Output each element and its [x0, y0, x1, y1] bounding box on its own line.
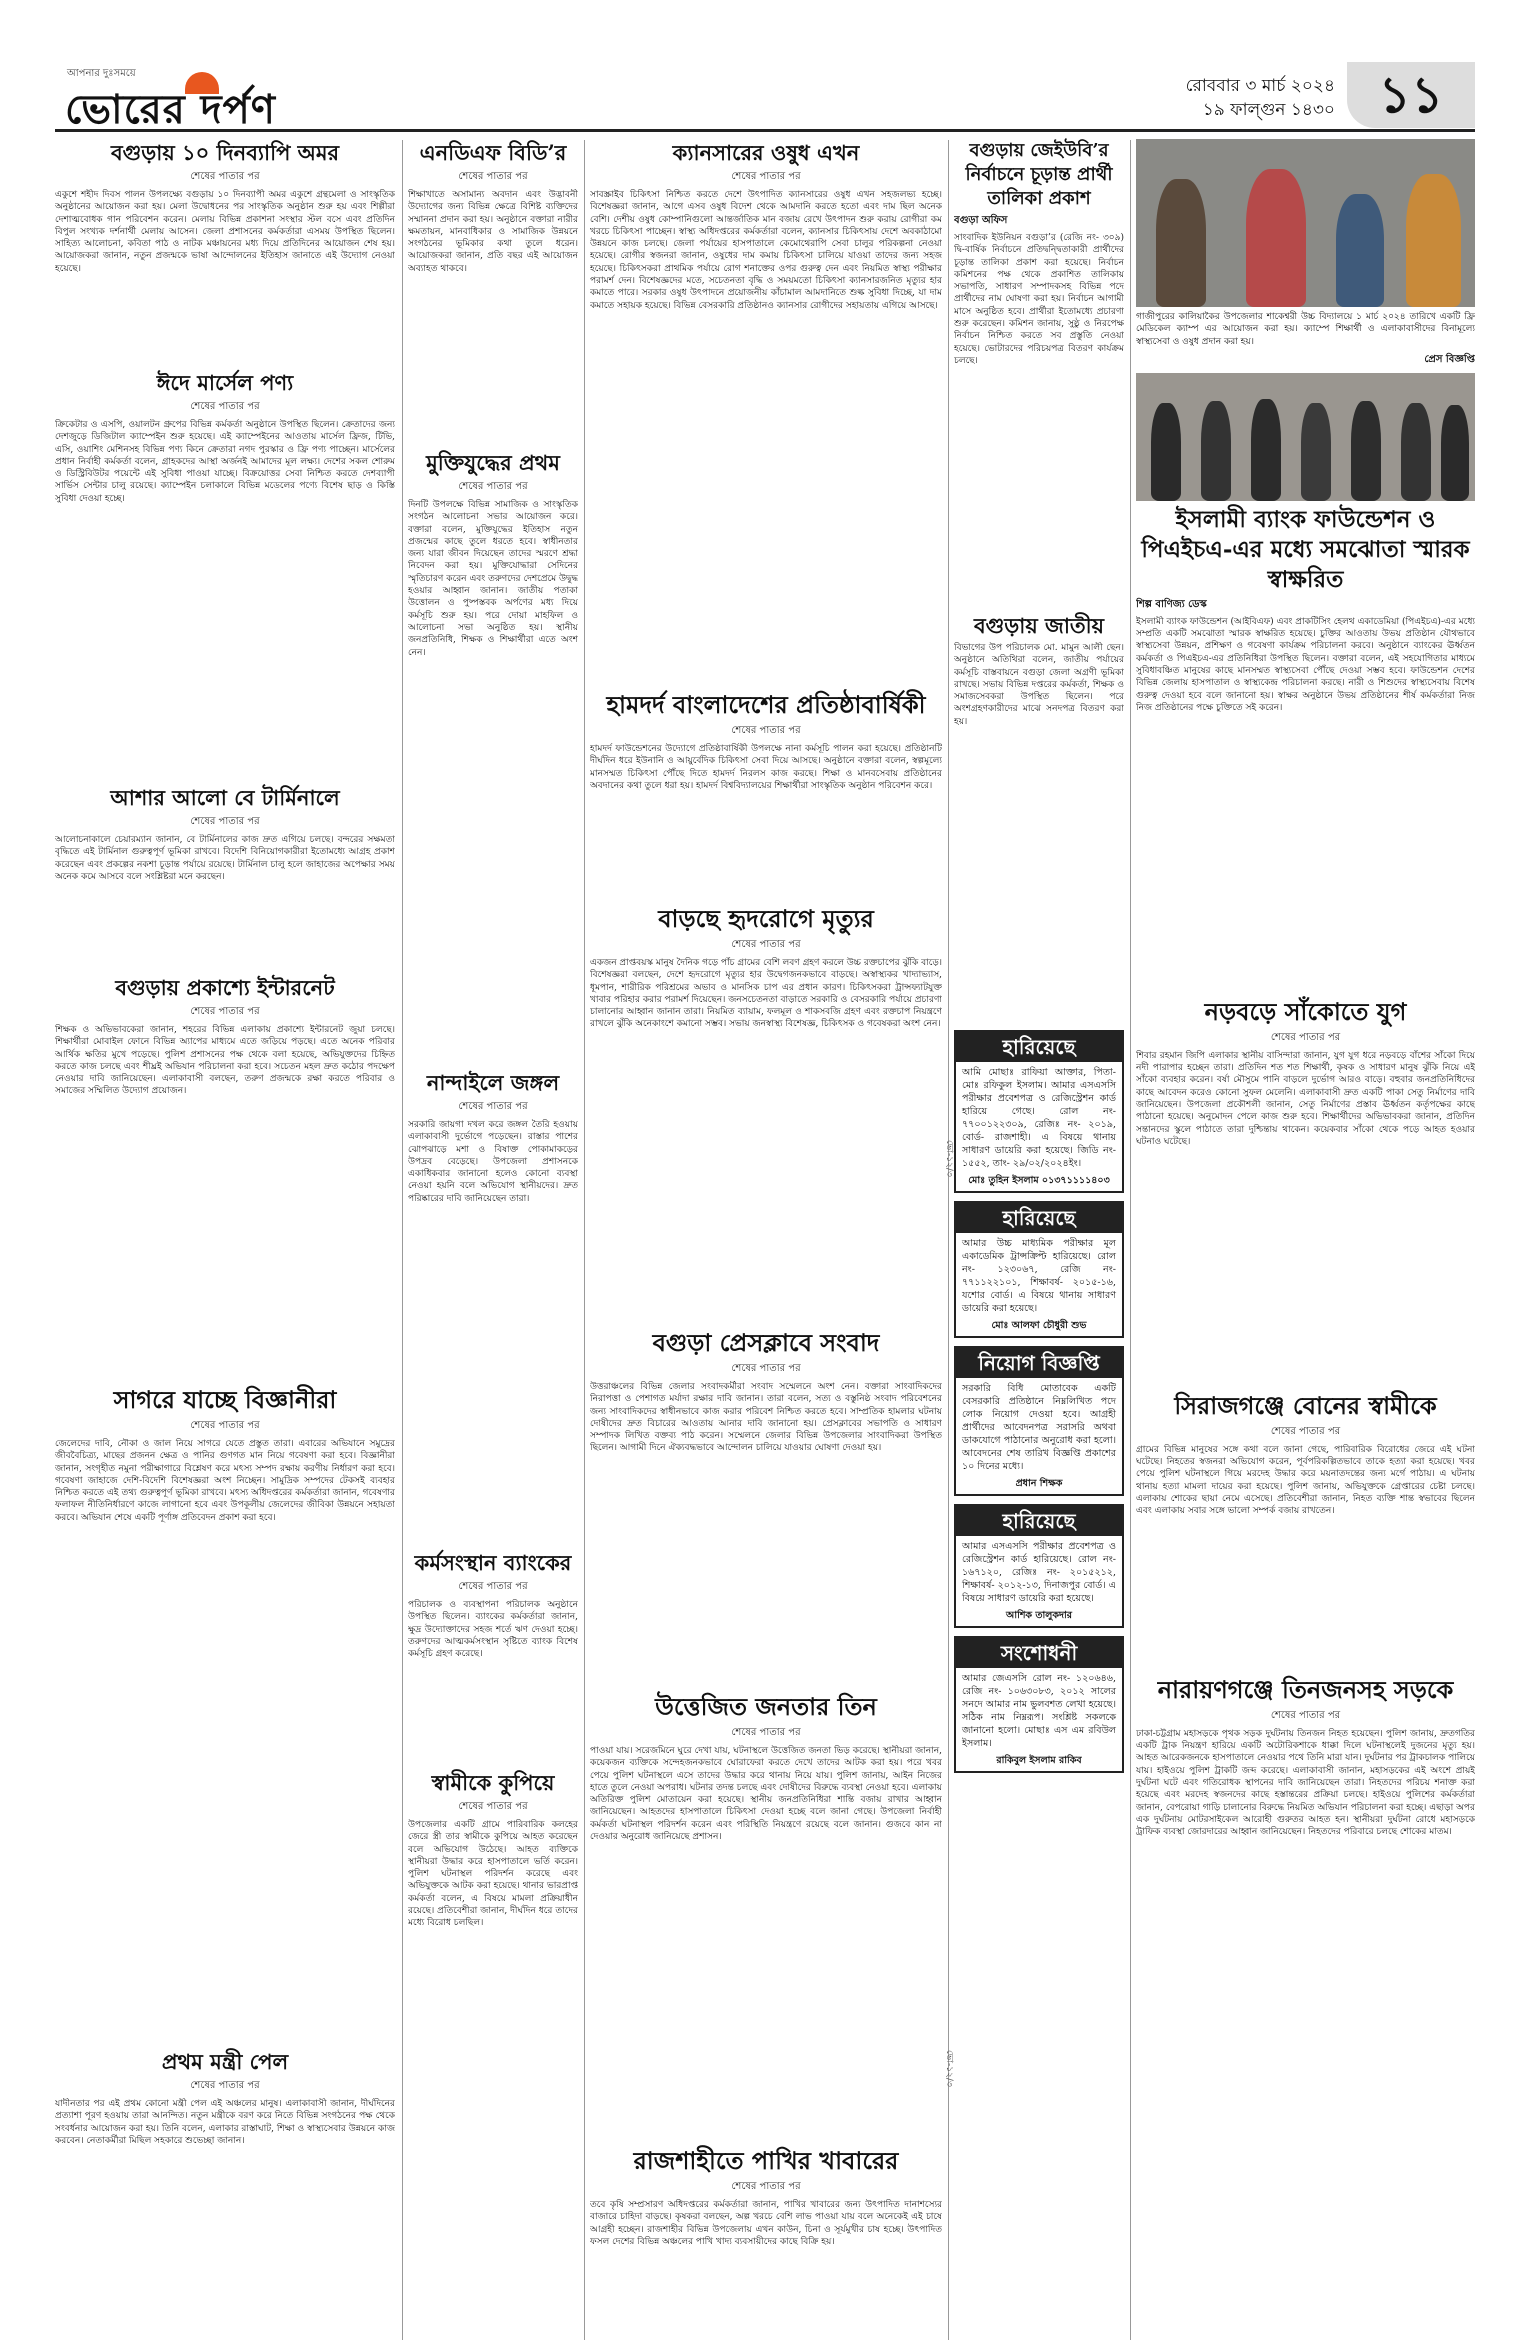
story-body: ইসলামী ব্যাংক ফাউন্ডেশন (আইবিএফ) এবং প্রাকটিসিং হেলথ একাডেমিয়া (পিএইচএ)-এর মধ্যে সম্প্রতি একটি সমঝোতা স্মারক স্বাক্ষরিত হয়েছে। চুক্তির আওতায় উভয় প্রতিষ্ঠান যৌথভাবে স্বাস্থ্যসেবা উন্নয়ন, প্রশিক্ষণ ও গবেষণা কার্যক্রম পরিচালনা করবে। অনুষ্ঠানে ব্যাংকের ঊর্ধ্বতন কর্মকর্তা ও পিএইচএ-এর প্রতিনিধিরা উপস্থিত ছিলেন। বক্তারা বলেন, এই সহযোগিতার মাধ্যমে সুবিধাবঞ্চিত মানুষের কাছে মানসম্মত স্বাস্থ্যসেবা পৌঁছে দেওয়া সম্ভব হবে। ফাউন্ডেশন দেশের বিভিন্ন জেলায় হাসপাতাল ও স্বাস্থ্যকেন্দ্র পরিচালনা করছে। নারী ও শিশুদের স্বাস্থ্যসেবায় বিশেষ গুরুত্ব দেওয়া হবে বলে জানানো হয়। স্বাক্ষর অনুষ্ঠানে উভয় প্রতিষ্ঠানের শীর্ষ কর্মকর্তারা নিজ নিজ প্রতিষ্ঠানের পক্ষে চুক্তিতে সই করেন।: [1136, 616, 1475, 713]
headline: বগুড়ায় জাতীয়: [973, 613, 1105, 638]
headline: বগুড়ায় প্রকাশ্যে ইন্টারনেট: [115, 975, 335, 1000]
headline: মুক্তিযুদ্ধের প্রথম: [426, 450, 560, 475]
notice-signature: আশিক তালুকদার: [1006, 1610, 1072, 1621]
headline: ক্যানসারের ওষুধ এখন: [672, 140, 860, 165]
photo-figure: [1441, 405, 1469, 501]
notice-heading: হারিয়েছে: [956, 1203, 1122, 1233]
notice-heading: হারিয়েছে: [956, 1506, 1122, 1536]
jump-line: শেষের পাতার পর: [190, 2080, 260, 2091]
date-bengali: ১৯ ফাল্গুন ১৪৩০: [1202, 100, 1335, 120]
story-narayanganj: [1136, 1670, 1475, 2248]
notice-heading: নিয়োগ বিজ্ঞপ্তি: [956, 1348, 1122, 1378]
jump-line: শেষের পাতার পর: [190, 401, 260, 412]
jump-line: শেষের পাতার পর: [458, 1581, 528, 1592]
logo-title: ভোরের দর্পণ: [65, 86, 276, 133]
photo-figure: [1156, 179, 1206, 307]
page-number: ১১: [1347, 62, 1475, 128]
photo-figure: [1251, 399, 1281, 501]
story-body: একুশে শহীদ দিবস পালন উপলক্ষ্যে বগুড়ায় ১০ দিনব্যাপী অমর একুশে গ্রন্থমেলা ও সাংস্কৃতিক অনুষ্ঠানের আয়োজন করা হয়। মেলা উদ্বোধনের পর সাংস্কৃতিক অনুষ্ঠান শুরু হয় এবং শিল্পীরা দেশাত্মবোধক গান পরিবেশন করেন। মেলায় বিভিন্ন প্রকাশনা সংস্থার স্টল বসে এবং প্রতিদিন বিপুল সংখ্যক দর্শনার্থী মেলায় আসেন। জেলা প্রশাসনের কর্মকর্তারা এসময় উপস্থিত ছিলেন। সাহিত্য আলোচনা, কবিতা পাঠ ও নাটক মঞ্চায়নের মধ্য দিয়ে প্রতিদিনের আয়োজন শেষ হয়। আয়োজকরা জানান, নতুন প্রজন্মকে ভাষা আন্দোলনের ইতিহাস জানাতে এই উদ্যোগ নেওয়া হয়েছে।: [55, 190, 395, 274]
story-nandail: [408, 1065, 578, 1539]
notice-body: সরকারি বিধি মোতাবেক একটি বেসরকারি প্রতিষ্ঠানে নিম্নলিখিত পদে লোক নিয়োগ দেওয়া হবে। আগ্রহী প্রার্থীদের আবেদনপত্র সরাসরি অথবা ডাকযোগে পাঠানোর অনুরোধ করা হলো। আবেদনের শেষ তারিখ বিজ্ঞপ্তি প্রকাশের ১০ দিনের মধ্যে।: [962, 1383, 1116, 1472]
headline: নারায়ণগঞ্জে তিনজনসহ সড়কে: [1157, 1674, 1454, 1704]
column-d: [954, 135, 1124, 2325]
story-marcel: [55, 365, 395, 774]
story-sirajganj: [1136, 1386, 1475, 1664]
story-body: জেলেদের দাবি, নৌকা ও জাল নিয়ে সাগরে যেতে প্রস্তুত তারা। এবারের অভিযানে সমুদ্রের জীববৈচিত্র্য, মাছের প্রজনন ক্ষেত্র ও পানির গুণগত মান নিয়ে গবেষণা করা হবে। বিজ্ঞানীরা জানান, সংগৃহীত নমুনা পরীক্ষাগারে বিশ্লেষণ করে মৎস্য সম্পদ রক্ষায় করণীয় নির্ধারণ করা হবে। গবেষণা জাহাজে দেশি-বিদেশি বিশেষজ্ঞরা অংশ নিচ্ছেন। সামুদ্রিক সম্পদের টেকসই ব্যবহার নিশ্চিত করতে এই তথ্য গুরুত্বপূর্ণ ভূমিকা রাখবে। মৎস্য অধিদপ্তরের কর্মকর্তারা জানান, গবেষণার ফলাফল নীতিনির্ধারণে কাজে লাগানো হবে এবং উপকূলীয় জেলেদের জীবিকা উন্নয়নে সহায়তা করবে। অভিযান শেষে একটি পূর্ণাঙ্গ প্রতিবেদন প্রকাশ করা হবে।: [55, 1439, 395, 1523]
notice-lost-2: [954, 1201, 1124, 1338]
jump-line: শেষের পাতার পর: [1270, 1709, 1341, 1721]
headline: সিরাজগঞ্জে বোনের স্বামীকে: [1174, 1390, 1437, 1420]
notice-signature: মোঃ তুহিন ইসলাম ০১৩৭১১১১৪০৩: [968, 1175, 1110, 1186]
story-hamdard: [590, 685, 942, 893]
story-body: শিক্ষক ও অভিভাবকেরা জানান, শহরের বিভিন্ন এলাকায় প্রকাশ্যে ইন্টারনেট জুয়া চলছে। শিক্ষার্থীরা মোবাইল ফোনে বিভিন্ন অ্যাপের মাধ্যমে এতে জড়িয়ে পড়ছে। এতে অনেক পরিবার আর্থিক ক্ষতির মুখে পড়েছে। পুলিশ প্রশাসনের পক্ষ থেকে বলা হয়েছে, অভিযুক্তদের চিহ্নিত করতে কাজ চলছে এবং শীঘ্রই অভিযান পরিচালনা করা হবে। সচেতন মহল দ্রুত কঠোর পদক্ষেপ নেওয়ার দাবি জানিয়েছেন। এলাকাবাসী বলছেন, তরুণ প্রজন্মকে রক্ষা করতে পরিবার ও সমাজের সম্মিলিত উদ্যোগ প্রয়োজন।: [55, 1025, 395, 1097]
column-c: [590, 135, 942, 2325]
headline: বগুড়ায় জেইউবি’র নির্বাচনে চূড়ান্ত প্রার্থী তালিকা প্রকাশ: [965, 140, 1113, 209]
story-body: হামদর্দ ফাউন্ডেশনের উদ্যোগে প্রতিষ্ঠাবার্ষিকী উপলক্ষে নানা কর্মসূচি পালন করা হয়েছে। প্রতিষ্ঠানটি দীর্ঘদিন ধরে ইউনানি ও আয়ুর্বেদিক চিকিৎসা সেবা দিয়ে আসছে। অনুষ্ঠানে বক্তারা বলেন, স্বল্পমূল্যে মানসম্মত চিকিৎসা পৌঁছে দিতে হামদর্দ নিরলস কাজ করছে। শিক্ষা ও মানবসেবায় প্রতিষ্ঠানের অবদানের কথা তুলে ধরা হয়। হামদর্দ বিশ্ববিদ্যালয়ের শিক্ষার্থীরা সাংস্কৃতিক অনুষ্ঠান পরিবেশন করে।: [590, 744, 942, 791]
headline: বাড়ছে হৃদরোগে মৃত্যুর: [658, 904, 874, 933]
photo-credit: প্রেস বিজ্ঞপ্তি: [1424, 353, 1475, 365]
photo-figure: [1246, 169, 1306, 307]
story-body: একজন প্রাপ্তবয়স্ক মানুষ দৈনিক গড়ে পাঁচ গ্রামের বেশি লবণ গ্রহণ করলে উচ্চ রক্তচাপের ঝুঁকি বাড়ে। বিশেষজ্ঞরা বলছেন, দেশে হৃদরোগে মৃত্যুর হার উদ্বেগজনকভাবে বাড়ছে। অস্বাস্থ্যকর খাদ্যাভ্যাস, ধূমপান, শারীরিক পরিশ্রমের অভাব ও মানসিক চাপ এর প্রধান কারণ। চিকিৎসকরা ট্রান্সফ্যাটযুক্ত খাবার পরিহার করার পরামর্শ দিয়েছেন। জনসচেতনতা বাড়াতে সরকারি ও বেসরকারি পর্যায়ে প্রচারণা চালানোর আহ্বান জানান তারা। নিয়মিত ব্যায়াম, ফলমূল ও শাকসবজি গ্রহণ এবং রক্তচাপ নিয়ন্ত্রণে রাখলে ঝুঁকি অনেকাংশে কমানো সম্ভব। সভায় জনস্বাস্থ্য বিশেষজ্ঞ, চিকিৎসক ও গবেষকরা অংশ নেন।: [590, 958, 942, 1030]
jump-line: শেষের পাতার পর: [1270, 1031, 1341, 1043]
story-body: ঢাকা-চট্টগ্রাম মহাসড়কে পৃথক সড়ক দুর্ঘটনায় তিনজন নিহত হয়েছেন। পুলিশ জানায়, দ্রুতগতির একটি ট্রাক নিয়ন্ত্রণ হারিয়ে একটি অটোরিকশাকে ধাক্কা দিলে ঘটনাস্থলেই দুজনের মৃত্যু হয়। আহত আরেকজনকে হাসপাতালে নেওয়ার পথে তিনি মারা যান। দুর্ঘটনার পর ট্রাকচালক পালিয়ে যায়। হাইওয়ে পুলিশ ট্রাকটি জব্দ করেছে। এলাকাবাসী জানান, মহাসড়কের এই অংশে প্রায়ই দুর্ঘটনা ঘটে এবং গতিরোধক স্থাপনের দাবি জানিয়েছেন তারা। নিহতদের পরিচয় শনাক্ত করা হয়েছে এবং মরদেহ স্বজনদের কাছে হস্তান্তরের প্রক্রিয়া চলছে। হাইওয়ে পুলিশের কর্মকর্তারা জানান, বেপরোয়া গাড়ি চালানোর বিরুদ্ধে নিয়মিত অভিযান পরিচালনা করা হচ্ছে। এছাড়া অপর এক দুর্ঘটনায় মোটরসাইকেল আরোহী গুরুতর আহত হন। স্থানীয়রা দুর্ঘটনা রোধে মহাসড়কে ট্রাফিক ব্যবস্থা জোরদারের আহ্বান জানিয়েছেন। নিহতদের পরিবারে চলছে শোকের মাতম।: [1136, 1728, 1475, 1838]
jump-line: শেষের পাতার পর: [458, 1101, 528, 1112]
date-gregorian: রোববার ৩ মার্চ ২০২৪: [1185, 76, 1335, 96]
notice-job: [954, 1346, 1124, 1496]
headline: ইসলামী ব্যাংক ফাউন্ডেশন ও পিএইচএ-এর মধ্যে সমঝোতা স্মারক স্বাক্ষরিত: [1141, 505, 1470, 593]
headline: আশার আলো বে টার্মিনালে: [110, 785, 340, 810]
story-body: উত্তরাঞ্চলের বিভিন্ন জেলার সংবাদকর্মীরা সংবাদ সম্মেলনে অংশ নেন। বক্তারা সাংবাদিকদের নিরাপত্তা ও পেশাগত মর্যাদা রক্ষার দাবি জানান। তারা বলেন, সত্য ও বস্তুনিষ্ঠ সংবাদ পরিবেশনের জন্য সাংবাদিকদের স্বাধীনভাবে কাজ করার পরিবেশ নিশ্চিত করতে হবে। সাম্প্রতিক হামলার ঘটনায় দোষীদের দ্রুত বিচারের আওতায় আনার দাবি জানানো হয়। প্রেসক্লাবের সভাপতি ও সাধারণ সম্পাদক লিখিত বক্তব্য পাঠ করেন। সম্মেলনে জেলার বিভিন্ন উপজেলার সাংবাদিকরা উপস্থিত ছিলেন। আগামী দিনে ঐক্যবদ্ধভাবে আন্দোলন চালিয়ে যাওয়ার ঘোষণা দেওয়া হয়।: [590, 1382, 942, 1454]
notice-signature: প্রধান শিক্ষক: [1015, 1478, 1063, 1489]
headline: কর্মসংস্থান ব্যাংকের: [414, 1550, 572, 1575]
notice-signature: মোঃ আলফা চৌধুরী শুভ: [991, 1320, 1087, 1331]
headline: উত্তেজিত জনতার তিন: [655, 1692, 877, 1721]
notice-body: আমার জেএসসি রোল নং- ১২০৬৪৬, রেজি নং- ১০৬৩০৮৩, ২০১২ সালের সনদে আমার নাম ভুলবশত লেখা হয়েছে। সঠিক নাম নিম্নরূপ। সংশ্লিষ্ট সকলকে জানানো হলো। মোছাঃ এস এম রবিউল ইসলাম।: [962, 1673, 1116, 1749]
story-body: ক্রিকেটার ও এসপি, ওয়ালটন গ্রুপের বিভিন্ন কর্মকর্তা অনুষ্ঠানে উপস্থিত ছিলেন। ক্রেতাদের জন্য দেশজুড়ে ডিজিটাল ক্যাম্পেইন শুরু হয়েছে। এই ক্যাম্পেইনের আওতায় মার্সেল ফ্রিজ, টিভি, এসি, ওয়াশিং মেশিনসহ বিভিন্ন পণ্য কিনে ক্রেতারা নগদ পুরস্কার ও ফ্রি পণ্য পাচ্ছেন। মার্সেলের প্রধান নির্বাহী কর্মকর্তা বলেন, গ্রাহকদের আস্থা অর্জনই আমাদের মূল লক্ষ্য। দেশের সকল শোরুম ও ডিস্ট্রিবিউটর পয়েন্টে এই সুবিধা পাওয়া যাচ্ছে। বিক্রয়োত্তর সেবা নিশ্চিত করতে দেশব্যাপী সার্ভিস সেন্টার চালু রয়েছে। ক্যাম্পেইন চলাকালে বিভিন্ন মডেলের পণ্যে বিশেষ ছাড় ও কিস্তি সুবিধা দেওয়া হচ্ছে।: [55, 420, 395, 504]
story-body: সরকারি জায়গা দখল করে জঙ্গল তৈরি হওয়ায় এলাকাবাসী দুর্ভোগে পড়েছেন। রাস্তার পাশের ঝোপঝাড়ে মশা ও বিষাক্ত পোকামাকড়ের উপদ্রব বেড়েছে। উপজেলা প্রশাসনকে একাধিকবার জানানো হলেও কোনো ব্যবস্থা নেওয়া হয়নি বলে অভিযোগ স্থানীয়দের। দ্রুত পরিষ্কারের দাবি জানিয়েছেন তারা।: [408, 1120, 578, 1204]
notice-body: আমার এসএসসি পরীক্ষার প্রবেশপত্র ও রেজিস্ট্রেশন কার্ড হারিয়েছে। রোল নং- ১৬৭১২০, রেজিঃ নং- ২০১৫২১২, শিক্ষাবর্ষ- ২০১২-১৩, দিনাজপুর বোর্ড। এ বিষয়ে সাধারণ ডায়েরি করা হয়েছে।: [962, 1541, 1116, 1604]
story-jub-election: [954, 135, 1124, 602]
column-divider: [402, 140, 403, 2340]
jump-line: শেষের পাতার পর: [190, 816, 260, 827]
photo-figure: [1201, 401, 1231, 501]
notice-signature: রাকিবুল ইসলাম রাকিব: [996, 1755, 1082, 1766]
notice-correction: [954, 1636, 1124, 1773]
jump-line: শেষের পাতার পর: [731, 171, 801, 182]
notice-heading: হারিয়েছে: [956, 1032, 1122, 1062]
jump-line: শেষের পাতার পর: [190, 1006, 260, 1017]
photo-figure: [1336, 194, 1384, 307]
photo-caption: গাজীপুরের কালিয়াকৈর উপজেলার শাকেশ্বরী উচ্চ বিদ্যালয়ে ১ মার্চ ২০২৪ তারিখে একটি ফ্রি মেডিকেল ক্যাম্প এর আয়োজন করা হয়। ক্যাম্পে শিক্ষার্থী ও এলাকাবাসীদের বিনামূল্যে স্বাস্থ্যসেবা ও ওষুধ প্রদান করা হয়।: [1136, 312, 1475, 347]
headline: বগুড়া প্রেসক্লাবে সংবাদ: [652, 1328, 880, 1357]
jump-line: শেষের পাতার পর: [1270, 1425, 1341, 1437]
headline: হামদর্দ বাংলাদেশের প্রতিষ্ঠাবার্ষিকী: [606, 690, 926, 719]
logo-tagline: আপনার দুঃসময়ে: [67, 68, 136, 79]
jump-line: শেষের পাতার পর: [731, 1363, 801, 1374]
story-bogura-national: [954, 608, 1124, 1022]
notice-body: আমি মোছাঃ রাফিয়া আক্তার, পিতা- মোঃ রফিকুল ইসলাম। আমার এসএসসি পরীক্ষার প্রবেশপত্র ও রেজিস্ট্রেশন কার্ড হারিয়ে গেছে। রোল নং- ৭৭০০১২২৩০৯, রেজিঃ নং- ২০১৯, বোর্ড- রাজশাহী। এ বিষয়ে থানায় সাধারণ ডায়েরি করা হয়েছে। জিডি নং- ১৫৫২, তাং- ২৯/০২/২০২৪ইং।: [962, 1067, 1116, 1169]
headline: নান্দাইলে জঙ্গল: [426, 1070, 560, 1095]
story-first-minister: [55, 2044, 395, 2298]
story-body: শিক্ষাখাতে অসামান্য অবদান এবং উদ্ভাবনী উদ্যোগের জন্য বিভিন্ন ক্ষেত্রে বিশিষ্ট ব্যক্তিদের সম্মাননা প্রদান করা হয়। অনুষ্ঠানে বক্তারা নারীর ক্ষমতায়ন, মানবাধিকার ও সামাজিক উন্নয়নে সংগঠনের ভূমিকার কথা তুলে ধরেন। আয়োজকরা জানান, প্রতি বছর এই আয়োজন অব্যাহত থাকবে।: [408, 190, 578, 274]
jump-line: শেষের পাতার পর: [458, 1801, 528, 1812]
notice-lost-3: [954, 1504, 1124, 1628]
headline: প্রথম মন্ত্রী পেল: [161, 2049, 289, 2074]
headline: স্বামীকে কুপিয়ে: [431, 1770, 555, 1795]
jump-line: শেষের পাতার পর: [190, 1420, 260, 1431]
story-body: গ্রামের বিভিন্ন মানুষের সঙ্গে কথা বলে জানা গেছে, পারিবারিক বিরোধের জেরে এই ঘটনা ঘটেছে। নিহতের স্বজনরা অভিযোগ করেন, পূর্বপরিকল্পিতভাবে তাকে হত্যা করা হয়েছে। খবর পেয়ে পুলিশ ঘটনাস্থলে গিয়ে মরদেহ উদ্ধার করে ময়নাতদন্তের জন্য মর্গে পাঠায়। এ ঘটনায় থানায় হত্যা মামলা দায়ের করা হয়েছে। পুলিশ জানায়, অভিযুক্তকে গ্রেপ্তারের চেষ্টা চলছে। এলাকায় শোকের ছায়া নেমে এসেছে। প্রতিবেশীরা জানান, নিহত ব্যক্তি শান্ত স্বভাবের ছিলেন এবং এলাকায় সবার সঙ্গে ভালো সম্পর্ক বজায় রাখতেন।: [1136, 1444, 1475, 1517]
story-liberation-war: [408, 445, 578, 1059]
story-body: যাদীনতার পর এই প্রথম কোনো মন্ত্রী পেল এই অঞ্চলের মানুষ। এলাকাবাসী জানান, দীর্ঘদিনের প্রত্যাশা পূরণ হওয়ায় তারা আনন্দিত। নতুন মন্ত্রীকে বরণ করে নিতে বিভিন্ন সংগঠনের পক্ষ থেকে সংবর্ধনার আয়োজন করা হয়। তিনি বলেন, এলাকার রাস্তাঘাট, শিক্ষা ও স্বাস্থ্যসেবার উন্নয়নে কাজ করবেন। নেতাকর্মীরা মিছিল সহকারে শুভেচ্ছা জানান।: [55, 2099, 395, 2146]
headline: এনডিএফ বিডি’র: [419, 140, 567, 165]
story-body: আলোচনাকালে চেয়ারম্যান জানান, বে টার্মিনালের কাজ দ্রুত এগিয়ে চলছে। বন্দরের সক্ষমতা বৃদ্ধিতে এই টার্মিনাল গুরুত্বপূর্ণ ভূমিকা রাখবে। বিদেশি বিনিয়োগকারীরা ইতোমধ্যে আগ্রহ প্রকাশ করেছেন এবং প্রকল্পের নকশা চূড়ান্ত পর্যায়ে রয়েছে। টার্মিনাল চালু হলে জাহাজের অপেক্ষার সময় অনেক কমে আসবে বলে সংশ্লিষ্টরা মনে করছেন।: [55, 835, 395, 882]
column-b: [408, 135, 578, 2325]
story-cancer-drug: [590, 135, 942, 679]
ad-code: ভো-১২/৩: [944, 2050, 954, 2087]
column-divider: [1130, 140, 1131, 2340]
byline: শিল্প বাণিজ্য ডেস্ক: [1136, 598, 1207, 610]
story-body: সাংবাদিক ইউনিয়ন বগুড়া’র (রেজি নং- ৩০৯) দ্বি-বার্ষিক নির্বাচনে প্রতিদ্বন্দ্বিতাকারী প্রার্থীদের চূড়ান্ত তালিকা প্রকাশ করা হয়েছে। নির্বাচন কমিশনের পক্ষ থেকে প্রকাশিত তালিকায় সভাপতি, সাধারণ সম্পাদকসহ বিভিন্ন পদে প্রার্থীদের নাম ঘোষণা করা হয়। নির্বাচন আগামী মাসে অনুষ্ঠিত হবে। প্রার্থীরা ইতোমধ্যে প্রচারণা শুরু করেছেন। কমিশন জানায়, সুষ্ঠু ও নিরপেক্ষ নির্বাচন নিশ্চিত করতে সব প্রস্তুতি নেওয়া হয়েছে। ভোটারদের পরিচয়পত্র বিতরণ কার্যক্রম চলছে।: [954, 233, 1124, 366]
headline: ঈদে মার্সেল পণ্য: [156, 370, 294, 395]
jump-line: শেষের পাতার পর: [731, 2181, 801, 2192]
story-husband-attack: [408, 1765, 578, 2319]
notice-heading: সংশোধনী: [956, 1638, 1122, 1668]
medical-camp-photo: [1136, 139, 1475, 307]
headline: সাগরে যাচ্ছে বিজ্ঞানীরা: [113, 1385, 337, 1414]
story-scientists: [55, 1380, 395, 2038]
story-bird-food: [590, 2141, 942, 2325]
story-body: পরিচালক ও ব্যবস্থাপনা পরিচালক অনুষ্ঠানে উপস্থিত ছিলেন। ব্যাংকের কর্মকর্তারা জানান, ক্ষুদ্র উদ্যোক্তাদের সহজ শর্তে ঋণ দেওয়া হচ্ছে। তরুণদের আত্মকর্মসংস্থান সৃষ্টিতে ব্যাংক বিশেষ কর্মসূচি গ্রহণ করেছে।: [408, 1600, 578, 1660]
notice-body: আমার উচ্চ মাধ্যমিক পরীক্ষার মূল একাডেমিক ট্রান্সক্রিপ্ট হারিয়েছে। রোল নং- ১২৩০৬৭, রেজি নং- ৭৭১১২২১০১, শিক্ষাবর্ষ- ২০১৫-১৬, যশোর বোর্ড। এ বিষয়ে থানায় সাধারণ ডায়েরি করা হয়েছে।: [962, 1238, 1116, 1314]
story-mob: [590, 1687, 942, 2135]
story-body: দিনটি উপলক্ষে বিভিন্ন সামাজিক ও সাংস্কৃতিক সংগঠন আলোচনা সভার আয়োজন করে। বক্তারা বলেন, মুক্তিযুদ্ধের ইতিহাস নতুন প্রজন্মের কাছে তুলে ধরতে হবে। স্বাধীনতার জন্য যারা জীবন দিয়েছেন তাদের স্মরণে শ্রদ্ধা নিবেদন করা হয়। মুক্তিযোদ্ধারা সেদিনের স্মৃতিচারণ করেন এবং তরুণদের দেশপ্রেমে উদ্বুদ্ধ হওয়ার আহ্বান জানান। জাতীয় পতাকা উত্তোলন ও পুষ্পস্তবক অর্পণের মধ্য দিয়ে কর্মসূচি শুরু হয়। পরে দোয়া মাহফিল ও আলোচনা সভা অনুষ্ঠিত হয়। স্থানীয় জনপ্রতিনিধি, শিক্ষক ও শিক্ষার্থীরা এতে অংশ নেন।: [408, 500, 578, 658]
headline: বগুড়ায় ১০ দিনব্যাপি অমর: [110, 140, 340, 165]
column-divider: [584, 140, 585, 2340]
byline: বগুড়া অফিস: [954, 215, 1008, 226]
story-bamboo-bridge: [1136, 992, 1475, 1380]
jump-line: শেষের পাতার পর: [458, 481, 528, 492]
photo-figure: [1351, 401, 1381, 501]
ad-code: ভো-১২/৩: [944, 1140, 954, 1177]
story-karmasangsthan: [408, 1545, 578, 1759]
mou-signing-photo: [1136, 373, 1475, 501]
jump-line: শেষের পাতার পর: [458, 171, 528, 182]
column-e: [1136, 135, 1475, 2325]
photo-figure: [1151, 403, 1181, 501]
column-divider: [948, 140, 949, 2340]
story-ndf: [408, 135, 578, 439]
story-islami-bank-mou: [1136, 501, 1475, 986]
story-body: উপজেলার একটি গ্রামে পারিবারিক কলহের জেরে স্ত্রী তার স্বামীকে কুপিয়ে আহত করেছেন বলে অভিযোগ উঠেছে। আহত ব্যক্তিকে স্থানীয়রা উদ্ধার করে হাসপাতালে ভর্তি করেন। পুলিশ ঘটনাস্থল পরিদর্শন করেছে এবং অভিযুক্তকে আটক করা হয়েছে। থানার ভারপ্রাপ্ত কর্মকর্তা বলেন, এ বিষয়ে মামলা প্রক্রিয়াধীন রয়েছে। প্রতিবেশীরা জানান, দীর্ঘদিন ধরে তাদের মধ্যে বিরোধ চলছিল।: [408, 1820, 578, 1929]
story-body: সাবস্ক্রাইব চিকিৎসা নিশ্চিত করতে দেশে উৎপাদিত ক্যানসারের ওষুধ এখন সহজলভ্য হচ্ছে। বিশেষজ্ঞরা জানান, আগে এসব ওষুধ বিদেশ থেকে আমদানি করতে হতো এবং দাম ছিল অনেক বেশি। দেশীয় ওষুধ কোম্পানিগুলো আন্তর্জাতিক মান বজায় রেখে উৎপাদন শুরু করায় রোগীরা কম খরচে চিকিৎসা পাচ্ছেন। স্বাস্থ্য অধিদপ্তরের কর্মকর্তারা বলেন, ক্যানসার চিকিৎসায় দেশে অবকাঠামো উন্নয়নে কাজ চলছে। জেলা পর্যায়ের হাসপাতালে কেমোথেরাপি সেবা চালুর পরিকল্পনা নেওয়া হয়েছে। রোগীর স্বজনরা জানান, ওষুধের দাম কমায় চিকিৎসা চালিয়ে যাওয়া তাদের জন্য সহজ হয়েছে। চিকিৎসকরা প্রাথমিক পর্যায়ে রোগ শনাক্তের ওপর গুরুত্ব দেন এবং নিয়মিত স্বাস্থ্য পরীক্ষার পরামর্শ দেন। বিশেষজ্ঞদের মতে, সচেতনতা বৃদ্ধি ও সময়মতো চিকিৎসা ক্যানসারজনিত মৃত্যুর হার কমাতে পারে। সরকার ওষুধ উৎপাদনে প্রয়োজনীয় কাঁচামাল আমদানিতে শুল্ক সুবিধা দিচ্ছে, যা দাম কমাতে সহায়ক হয়েছে। বিভিন্ন বেসরকারি প্রতিষ্ঠানও ক্যানসার রোগীদের সহায়তায় এগিয়ে আসছে।: [590, 190, 942, 311]
headline: নড়বড়ে সাঁকোতে যুগ: [1204, 996, 1407, 1026]
newspaper-logo: [55, 62, 305, 133]
story-bogura-book-fair: [55, 135, 395, 359]
story-body: পাওয়া যায়। সরেজমিনে ঘুরে দেখা যায়, ঘটনাস্থলে উত্তেজিত জনতা ভিড় করেছে। স্থানীয়রা জানান, কয়েকজন ব্যক্তিকে সন্দেহজনকভাবে ঘোরাফেরা করতে দেখে তাদের আটক করা হয়। পরে খবর পেয়ে পুলিশ ঘটনাস্থলে এসে তাদের উদ্ধার করে থানায় নিয়ে যায়। পুলিশ জানায়, আইন নিজের হাতে তুলে নেওয়া অপরাধ। ঘটনার তদন্ত চলছে এবং দোষীদের বিরুদ্ধে ব্যবস্থা নেওয়া হবে। এলাকায় অতিরিক্ত পুলিশ মোতায়েন করা হয়েছে। স্থানীয় জনপ্রতিনিধিরা শান্তি বজায় রাখার আহ্বান জানিয়েছেন। আহতদের হাসপাতালে চিকিৎসা দেওয়া হচ্ছে বলে জানা গেছে। উপজেলা নির্বাহী কর্মকর্তা ঘটনাস্থল পরিদর্শন করেন এবং পরিস্থিতি নিয়ন্ত্রণে রয়েছে বলে জানান। গুজবে কান না দেওয়ার অনুরোধ জানিয়েছে প্রশাসন।: [590, 1746, 942, 1843]
story-press-club: [590, 1323, 942, 1681]
masthead: [55, 62, 1475, 132]
jump-line: শেষের পাতার পর: [190, 171, 260, 182]
photo-figure: [1401, 403, 1431, 501]
photo-figure: [1406, 174, 1461, 307]
notice-lost-1: [954, 1030, 1124, 1193]
photo-figure: [1301, 403, 1331, 501]
dateline: [1186, 74, 1335, 122]
story-body: বিভাগের উপ পরিচালক মো. মামুন আলী ছেন। অনুষ্ঠানে অতিথিরা বলেন, জাতীয় পর্যায়ের কর্মসূচি বাস্তবায়নে বগুড়া জেলা অগ্রণী ভূমিকা রাখছে। সভায় বিভিন্ন দপ্তরের কর্মকর্তা, শিক্ষক ও সমাজসেবকরা উপস্থিত ছিলেন। পরে অংশগ্রহণকারীদের মাঝে সনদপত্র বিতরণ করা হয়।: [954, 643, 1124, 727]
story-heart-disease: [590, 899, 942, 1317]
story-internet: [55, 970, 395, 1374]
jump-line: শেষের পাতার পর: [731, 1727, 801, 1738]
story-body: তবে কৃষি সম্প্রসারণ অধিদপ্তরের কর্মকর্তারা জানান, পাখির খাবারের জন্য উৎপাদিত দানাশস্যের বাজারে চাহিদা বাড়ছে। কৃষকরা বলছেন, অল্প খরচে বেশি লাভ পাওয়া যায় বলে অনেকেই এই চাষে আগ্রহী হচ্ছেন। রাজশাহীর বিভিন্ন উপজেলায় এখন কাউন, চিনা ও সূর্যমুখীর চাষ হচ্ছে। উৎপাদিত ফসল দেশের বিভিন্ন অঞ্চলের পাখি খাদ্য ব্যবসায়ীদের কাছে বিক্রি হয়।: [590, 2200, 942, 2247]
story-body: শিবার রহমান জিপি এলাকার স্থানীয় বাসিন্দারা জানান, যুগ যুগ ধরে নড়বড়ে বাঁশের সাঁকো দিয়ে নদী পারাপার হচ্ছেন তারা। প্রতিদিন শত শত শিক্ষার্থী, কৃষক ও সাধারণ মানুষ ঝুঁকি নিয়ে এই সাঁকো ব্যবহার করেন। বর্ষা মৌসুমে পানি বাড়লে দুর্ভোগ আরও বাড়ে। বহুবার জনপ্রতিনিধিদের কাছে আবেদন করেও কোনো সুফল মেলেনি। এলাকাবাসী দ্রুত একটি পাকা সেতু নির্মাণের দাবি জানিয়েছেন। উপজেলা প্রকৌশলী জানান, সেতু নির্মাণের প্রস্তাব ঊর্ধ্বতন কর্তৃপক্ষের কাছে পাঠানো হয়েছে। অনুমোদন পেলে কাজ শুরু হবে। শিক্ষার্থীদের অভিভাবকরা জানান, প্রতিদিন সন্তানদের স্কুলে পাঠাতে তারা দুশ্চিন্তায় থাকেন। কয়েকবার সাঁকো থেকে পড়ে আহত হওয়ার ঘটনাও ঘটেছে।: [1136, 1050, 1475, 1147]
story-bay-terminal: [55, 780, 395, 964]
column-a: [55, 135, 395, 2325]
jump-line: শেষের পাতার পর: [731, 725, 801, 736]
jump-line: শেষের পাতার পর: [731, 939, 801, 950]
headline: রাজশাহীতে পাখির খাবারের: [633, 2146, 899, 2175]
